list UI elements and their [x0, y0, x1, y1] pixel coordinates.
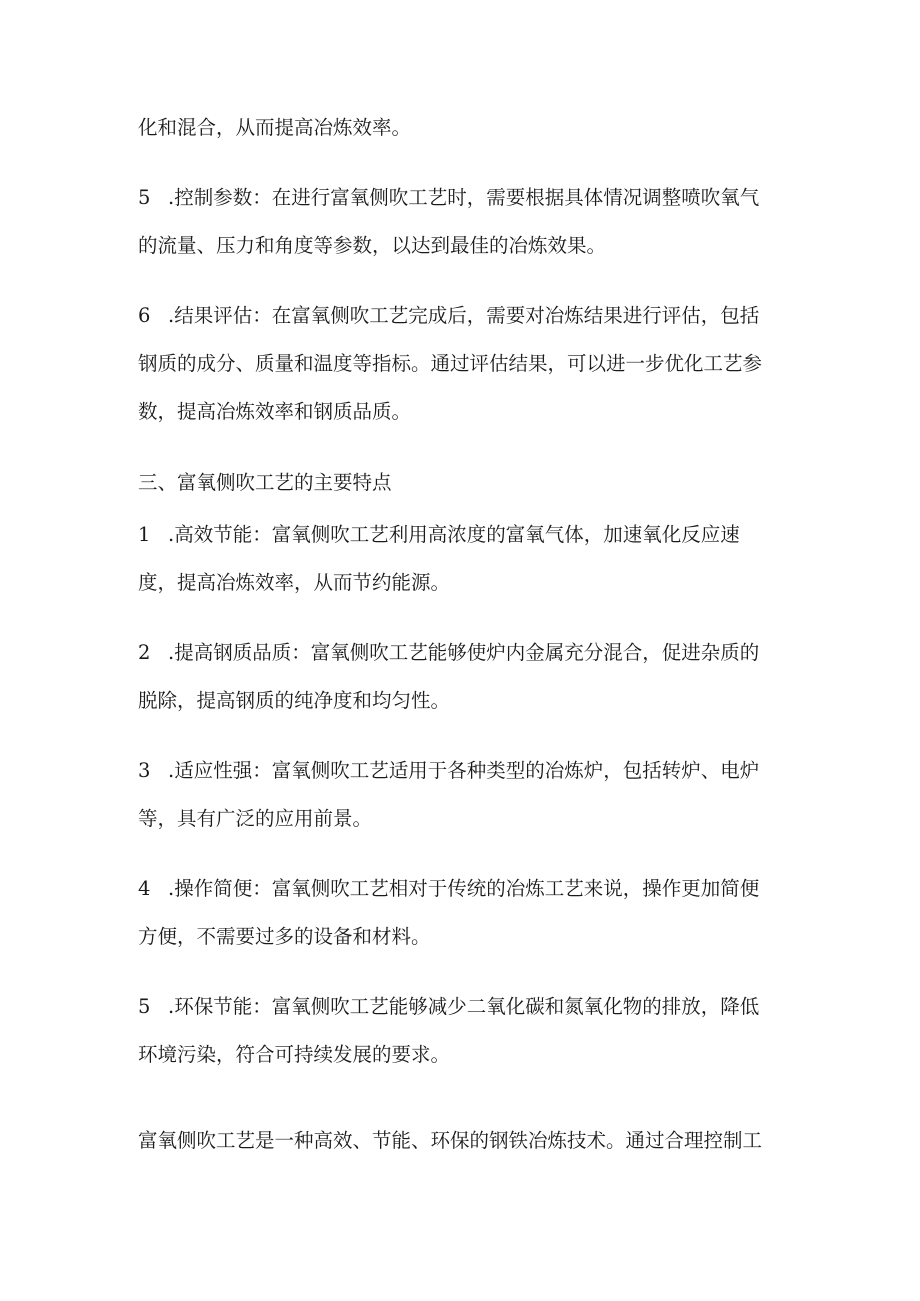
feature-number: 5 [138, 995, 151, 1018]
step-number: 5 [138, 186, 151, 209]
step-5-line-2: 的流量、压力和角度等参数，以达到最佳的冶炼效果。 [138, 234, 607, 257]
feature-5-line-1 [138, 994, 759, 1020]
step-6-line-3: 数，提高冶炼效率和钢质品质。 [138, 400, 412, 423]
step-text: .结果评估：在富氧侧吹工艺完成后，需要对冶炼结果进行评估，包括 [168, 304, 760, 327]
feature-number: 3 [138, 759, 151, 782]
feature-5-line-2: 环境污染，符合可持续发展的要求。 [138, 1043, 451, 1066]
feature-4-line-1 [138, 876, 759, 902]
feature-2-line-1 [138, 640, 759, 666]
feature-text: .适应性强：富氧侧吹工艺适用于各种类型的冶炼炉，包括转炉、电炉 [168, 759, 760, 782]
continuation-line: 化和混合，从而提高冶炼效率。 [138, 116, 412, 139]
step-6-line-2: 钢质的成分、质量和温度等指标。通过评估结果，可以进一步优化工艺参 [138, 352, 763, 375]
conclusion-line: 富氧侧吹工艺是一种高效、节能、环保的钢铁冶炼技术。通过合理控制工 [138, 1129, 763, 1152]
feature-number: 4 [138, 877, 151, 900]
feature-text: .高效节能：富氧侧吹工艺利用高浓度的富氧气体，加速氧化反应速 [168, 523, 740, 546]
step-5-line-1 [138, 185, 759, 211]
feature-text: .环保节能：富氧侧吹工艺能够减少二氧化碳和氮氧化物的排放，降低 [168, 995, 760, 1018]
feature-number: 2 [138, 641, 151, 664]
feature-text: .提高钢质品质：富氧侧吹工艺能够使炉内金属充分混合，促进杂质的 [168, 641, 760, 664]
feature-3-line-1 [138, 758, 759, 784]
feature-1-line-2: 度，提高冶炼效率，从而节约能源。 [138, 571, 451, 594]
feature-number: 1 [138, 523, 151, 546]
feature-3-line-2: 等，具有广泛的应用前景。 [138, 807, 373, 830]
section-heading: 三、富氧侧吹工艺的主要特点 [138, 471, 392, 494]
feature-text: .操作简便：富氧侧吹工艺相对于传统的冶炼工艺来说，操作更加简便 [168, 877, 760, 900]
step-number: 6 [138, 304, 151, 327]
step-text: .控制参数：在进行富氧侧吹工艺时，需要根据具体情况调整喷吹氧气 [168, 186, 760, 209]
feature-2-line-2: 脱除，提高钢质的纯净度和均匀性。 [138, 689, 451, 712]
feature-1-line-1 [138, 522, 740, 548]
feature-4-line-2: 方便，不需要过多的设备和材料。 [138, 925, 431, 948]
step-6-line-1 [138, 303, 759, 329]
